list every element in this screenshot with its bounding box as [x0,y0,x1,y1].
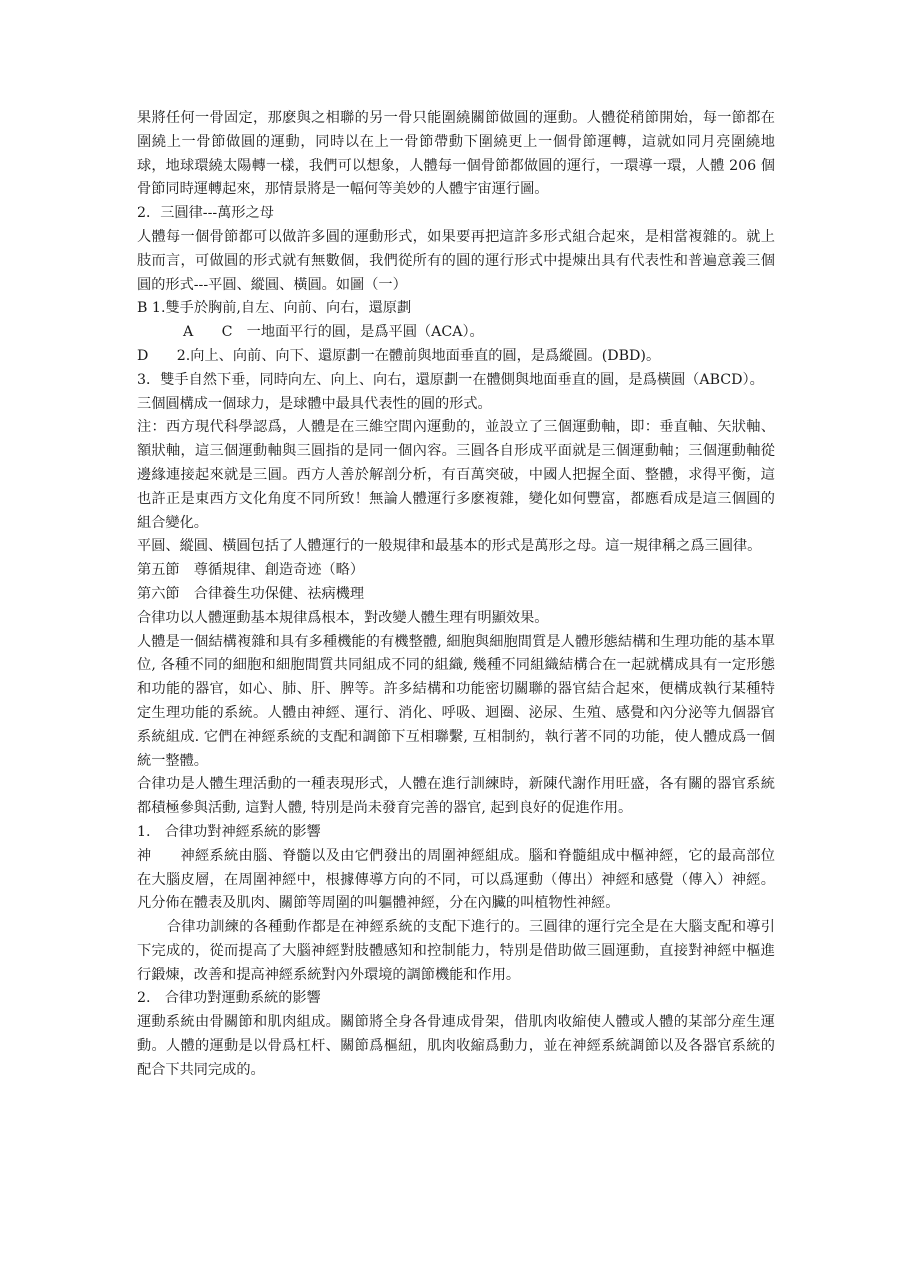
paragraph-nervous-system: 神 神經系統由腦、脊髓以及由它們發出的周圍神經組成。腦和脊髓組成中樞神經，它的最高部位在大腦皮層，在周圍神經中，根據傳導方向的不同，可以爲運動（傳出）神經和感覺（傳入）神經。凡分佈在體表及肌肉、關節等周圍的叫軀體神經，分在內臟的叫植物性神經。 [137,847,775,912]
step-1-flat-circle: A C 一地面平行的圓，是爲平圓（ACA）。 [183,324,484,341]
step-3-horizontal-circle: 3．雙手自然下垂，同時向左、向上、向右，還原劃一在體側與地面垂直的圓，是爲橫圓（ABCD）。 [137,371,764,388]
heading-three-circle-law: 2．三圓律---萬形之母 [137,205,274,222]
paragraph-sphere: 三個圓構成一個球力，是球體中最具代表性的圓的形式。 [137,395,492,412]
heading-section-5: 第五節 尊循規律、創造奇迹（略） [137,562,365,579]
heading-nervous-system: 1. 合律功對神經系統的影響 [137,823,321,840]
paragraph-circle-forms: 人體每一個骨節都可以做許多圓的運動形式，如果要再把這許多形式組合起來，是相當複雜的。就上肢而言，可做圓的形式就有無數個，我們從所有的圓的運行形式中提煉出具有代表性和普遍意義三個圓的形式---平圓、縱圓、橫圓。如圖（一） [137,228,775,293]
paragraph-body-structure: 人體是一個結構複雜和具有多種機能的有機整體, 細胞與細胞間質是人體形態結構和生理功能的基本單位, 各種不同的細胞和細胞間質共同組成不同的組織, 幾種不同組織結構合在一起就構成具有一定形態和功能的器官，如心、肺、肝、脾等。許多結構和功能密切關聯的器官結合起來，便構成執行某種特定生理功能的系統。人體由神經、運行、消化、呼吸、迴圈、泌尿、生殖、感覺和內分泌等九個器官系統組成. 它們在神經系統的支配和調節下互相聯繫, 互相制約，執行著不同的功能，使人體成爲一個統一整體。 [137,633,775,769]
note-western-science: 注：西方現代科學認爲，人體是在三維空間內運動的，並設立了三個運動軸，即：垂直軸、矢狀軸、額狀軸，這三個運動軸與三圓指的是同一個內容。三圓各自形成平面就是三個運動軸；三個運動軸從邊緣連接起來就是三圓。西方人善於解剖分析，有百萬突破，中國人把握全面、整體，求得平衡，這也許正是東西方文化角度不同所致！無論人體運行多麽複雜，變化如何豐富，都應看成是這三個圓的組合變化。 [137,419,775,531]
paragraph-motor-system: 運動系統由骨關節和肌肉組成。關節將全身各骨連成骨架，借肌肉收縮使人體或人體的某部分産生運動。人體的運動是以骨爲杠杆、關節爲樞紐，肌肉收縮爲動力，並在神經系統調節以及各器官系統的配合下共同完成的。 [137,1014,775,1078]
paragraph-bone-rotation: 果將任何一骨固定，那麽與之相聯的另一骨只能圍繞關節做圓的運動。人體從稍節開始，每一節都在圍繞上一骨節做圓的運動，同時以在上一骨節帶動下圍繞更上一個骨節運轉，這就如同月亮圍繞地球，地球環繞太陽轉一樣，我們可以想象，人體每一個骨節都做圓的運行，一環導一環，人體 206 個骨節同時運轉起來，那情景將是一幅何等美妙的人體宇宙運行圖。 [137,110,775,198]
paragraph-physiology: 合律功是人體生理活動的一種表現形式，人體在進行訓練時，新陳代謝作用旺盛，各有關的器官系統都積極參與活動, 這對人體, 特別是尚未發育完善的器官, 起到良好的促進作用。 [137,776,775,817]
heading-section-6: 第六節 合律養生功保健、祛病機理 [137,585,365,602]
paragraph-intro-effect: 合律功以人體運動基本規律爲根本，對改變人體生理有明顯效果。 [137,609,549,626]
paragraph-training-nervous: 合律功訓練的各種動作都是在神經系統的支配下進行的。三圓律的運行完全是在大腦支配和導引下完成的，從而提高了大腦神經對肢體感知和控制能力，特別是借助做三圓運動，直接對神經中樞進行鍛煉，改善和提高神經系統對內外環境的調節機能和作用。 [137,919,775,983]
document-page [137,107,775,1083]
paragraph-mother-of-forms: 平圓、縱圓、橫圓包括了人體運行的一般規律和最基本的形式是萬形之母。這一規律稱之爲三圓律。 [137,538,762,555]
heading-motor-system: 2. 合律功對運動系統的影響 [137,990,321,1007]
step-2-vertical-circle: D 2.向上、向前、向下、還原劃一在體前與地面垂直的圓，是爲縱圓。(DBD)。 [137,347,661,364]
step-1-line: B 1.雙手於胸前,自左、向前、向右，還原劃 [137,300,412,317]
